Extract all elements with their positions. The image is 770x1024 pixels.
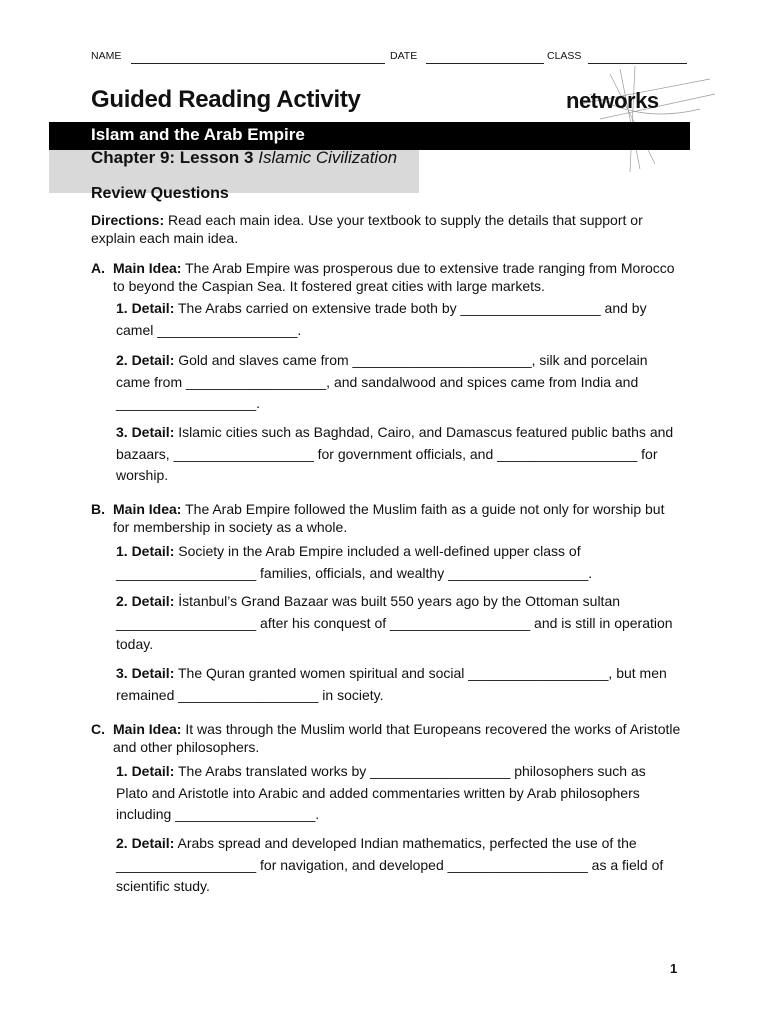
detail-b1 [116, 541, 676, 584]
main-idea [113, 259, 681, 295]
detail-text: Islamic cities such as Baghdad, Cairo, and Damascus featured public baths and bazaars, __________________ for government officials, and __________________ for worship. [116, 424, 674, 483]
detail-c1 [116, 761, 676, 826]
main-idea-text: It was through the Muslim world that Europeans recovered the works of Aristotle and other philosophers. [113, 721, 681, 755]
date-label: DATE [390, 50, 418, 62]
class-label: CLASS [547, 50, 582, 62]
detail-label: 3. Detail: [116, 665, 175, 681]
name-label: NAME [91, 50, 122, 62]
main-idea [113, 500, 681, 536]
logo-swirl-icon [560, 64, 720, 174]
main-idea-label: Main Idea: [113, 501, 182, 517]
chapter-label: Chapter 9: Lesson 3 [91, 148, 254, 167]
detail-label: 1. Detail: [116, 763, 175, 779]
section-a [91, 259, 681, 295]
page-title: Guided Reading Activity [91, 86, 361, 113]
detail-c2 [116, 833, 676, 898]
section-letter: C. [91, 721, 105, 737]
detail-a2 [116, 350, 676, 415]
directions [91, 211, 681, 247]
chapter-heading [91, 148, 397, 168]
directions-label: Directions: [91, 212, 165, 228]
detail-b2 [116, 591, 676, 656]
main-idea-text: The Arab Empire followed the Muslim faith as a guide not only for worship but for membership in society as a whole. [113, 501, 665, 535]
detail-label: 2. Detail: [116, 835, 175, 851]
detail-label: 2. Detail: [116, 352, 175, 368]
detail-text: The Arabs carried on extensive trade both by __________________ and by camel __________________. [116, 300, 647, 338]
main-idea-label: Main Idea: [113, 721, 182, 737]
main-idea-label: Main Idea: [113, 260, 182, 276]
date-line [426, 63, 544, 64]
detail-text: The Arabs translated works by __________________ philosophers such as Plato and Aristotle into Arabic and added commentaries written by Arab philosophers including __________________. [116, 763, 646, 822]
detail-b3 [116, 663, 676, 706]
page-number: 1 [670, 961, 678, 976]
section-letter: A. [91, 260, 105, 276]
detail-text: Society in the Arab Empire included a well-defined upper class of __________________ families, officials, and wealthy __________________. [116, 543, 593, 581]
chapter-subtitle: Islamic Civilization [258, 148, 398, 167]
main-idea-text: The Arab Empire was prosperous due to extensive trade ranging from Morocco to beyond the Caspian Sea. It fostered great cities with large markets. [113, 260, 675, 294]
detail-label: 1. Detail: [116, 300, 175, 316]
networks-logo: networks [566, 88, 659, 113]
detail-text: Gold and slaves came from _______________________, silk and porcelain came from __________________, and sandalwood and spices came from India and __________________. [116, 352, 648, 411]
review-heading: Review Questions [91, 185, 229, 202]
detail-a3 [116, 422, 676, 487]
section-c [91, 720, 681, 756]
name-line [131, 63, 385, 64]
section-letter: B. [91, 501, 105, 517]
main-idea [113, 720, 681, 756]
detail-label: 2. Detail: [116, 593, 175, 609]
detail-label: 1. Detail: [116, 543, 175, 559]
detail-label: 3. Detail: [116, 424, 175, 440]
detail-text: The Quran granted women spiritual and social __________________, but men remained __________________ in society. [116, 665, 667, 703]
detail-text: İstanbul’s Grand Bazaar was built 550 years ago by the Ottoman sultan __________________ after his conquest of __________________ and is still in operation today. [116, 593, 673, 652]
detail-a1 [116, 298, 676, 341]
directions-text: Read each main idea. Use your textbook to supply the details that support or explain each main idea. [91, 212, 643, 246]
banner-title: Islam and the Arab Empire [91, 125, 305, 144]
section-b [91, 500, 681, 536]
detail-text: Arabs spread and developed Indian mathematics, perfected the use of the __________________ for navigation, and developed __________________ as a field of scientific study. [116, 835, 664, 894]
